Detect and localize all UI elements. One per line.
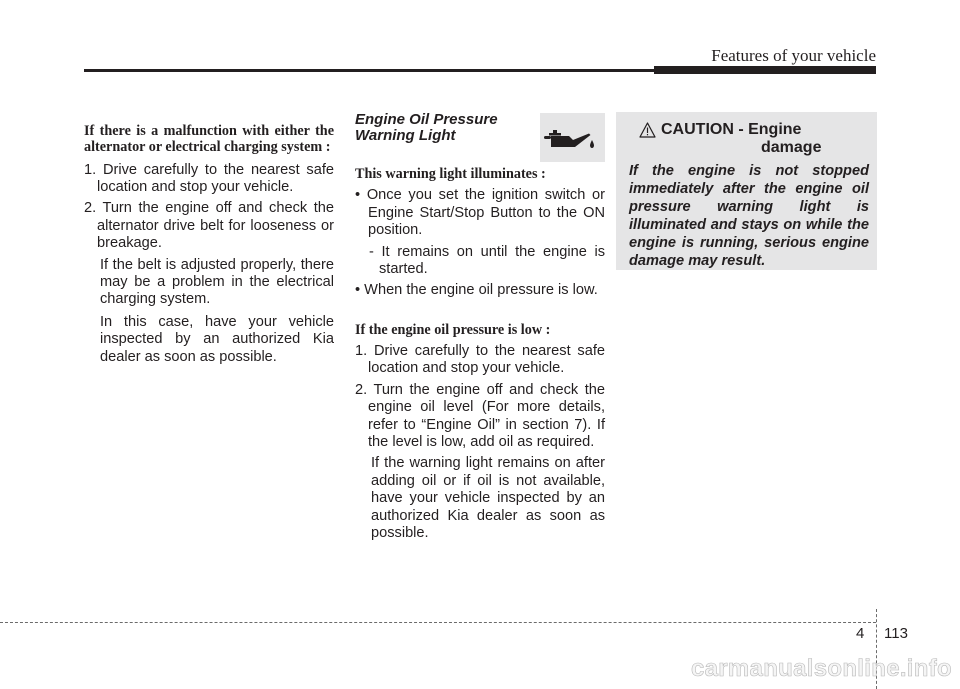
watermark: carmanualsonline.info [690,655,952,682]
illuminates-bullet-2: • When the engine oil pressure is low. [355,282,598,299]
alternator-step-1: 1. Drive carefully to the nearest safe location and stop your vehicle. [84,161,334,195]
caution-label: CAUTION - [661,121,749,138]
caution-heading [635,121,865,157]
caution-body: If the engine is not stopped immediately after the engine oil pressure warning light is illuminated and stays on while the engine is running, serious engine damage may result. [629,163,869,269]
footer-rule [0,622,876,623]
page-number: 113 [884,625,908,642]
alternator-intro: If there is a malfunction with either the alternator or electrical charging system : [84,123,334,156]
header-rule [84,69,654,72]
alternator-note-1: If the belt is adjusted properly, there may be a problem in the electrical charging system. [100,256,334,308]
low-pressure-step-1: 1. Drive carefully to the nearest safe location and stop your vehicle. [355,343,605,377]
section-title-line-2: Warning Light [355,127,456,144]
alternator-note-2: In this case, have your vehicle inspected by an authorized Kia dealer as soon as possible. [100,313,334,365]
middle-column [355,112,605,548]
caution-title-line-1: Engine [748,121,802,138]
caution-title-line-2: damage [761,139,822,156]
illuminates-heading: This warning light illuminates : [355,166,546,182]
alternator-step-2: 2. Turn the engine off and check the alternator drive belt for looseness or breakage. [84,200,334,252]
running-header: Features of your vehicle [711,46,876,65]
oil-pressure-warning-icon-box [540,113,605,162]
oil-can-icon [540,113,605,162]
left-column [84,123,334,371]
section-title-line-1: Engine Oil Pressure [355,111,498,128]
caution-box [616,112,877,270]
chapter-number: 4 [856,625,865,642]
low-pressure-step-2: 2. Turn the engine off and check the engine oil level (For more details, refer to “Engine Oil” in section 7). If the level is low, add oil as required. [355,381,605,451]
illuminates-bullet-1-sub: - It remains on until the engine is started. [369,243,605,277]
illuminates-bullet-1: • Once you set the ignition switch or Engine Start/Stop Button to the ON position. [355,187,606,239]
header-rule-accent [654,66,876,74]
low-pressure-heading: If the engine oil pressure is low : [355,321,551,338]
low-pressure-note: If the warning light remains on after adding oil or if oil is not available, have your vehicle inspected by an authorized Kia dealer as soon as possible. [371,455,605,542]
